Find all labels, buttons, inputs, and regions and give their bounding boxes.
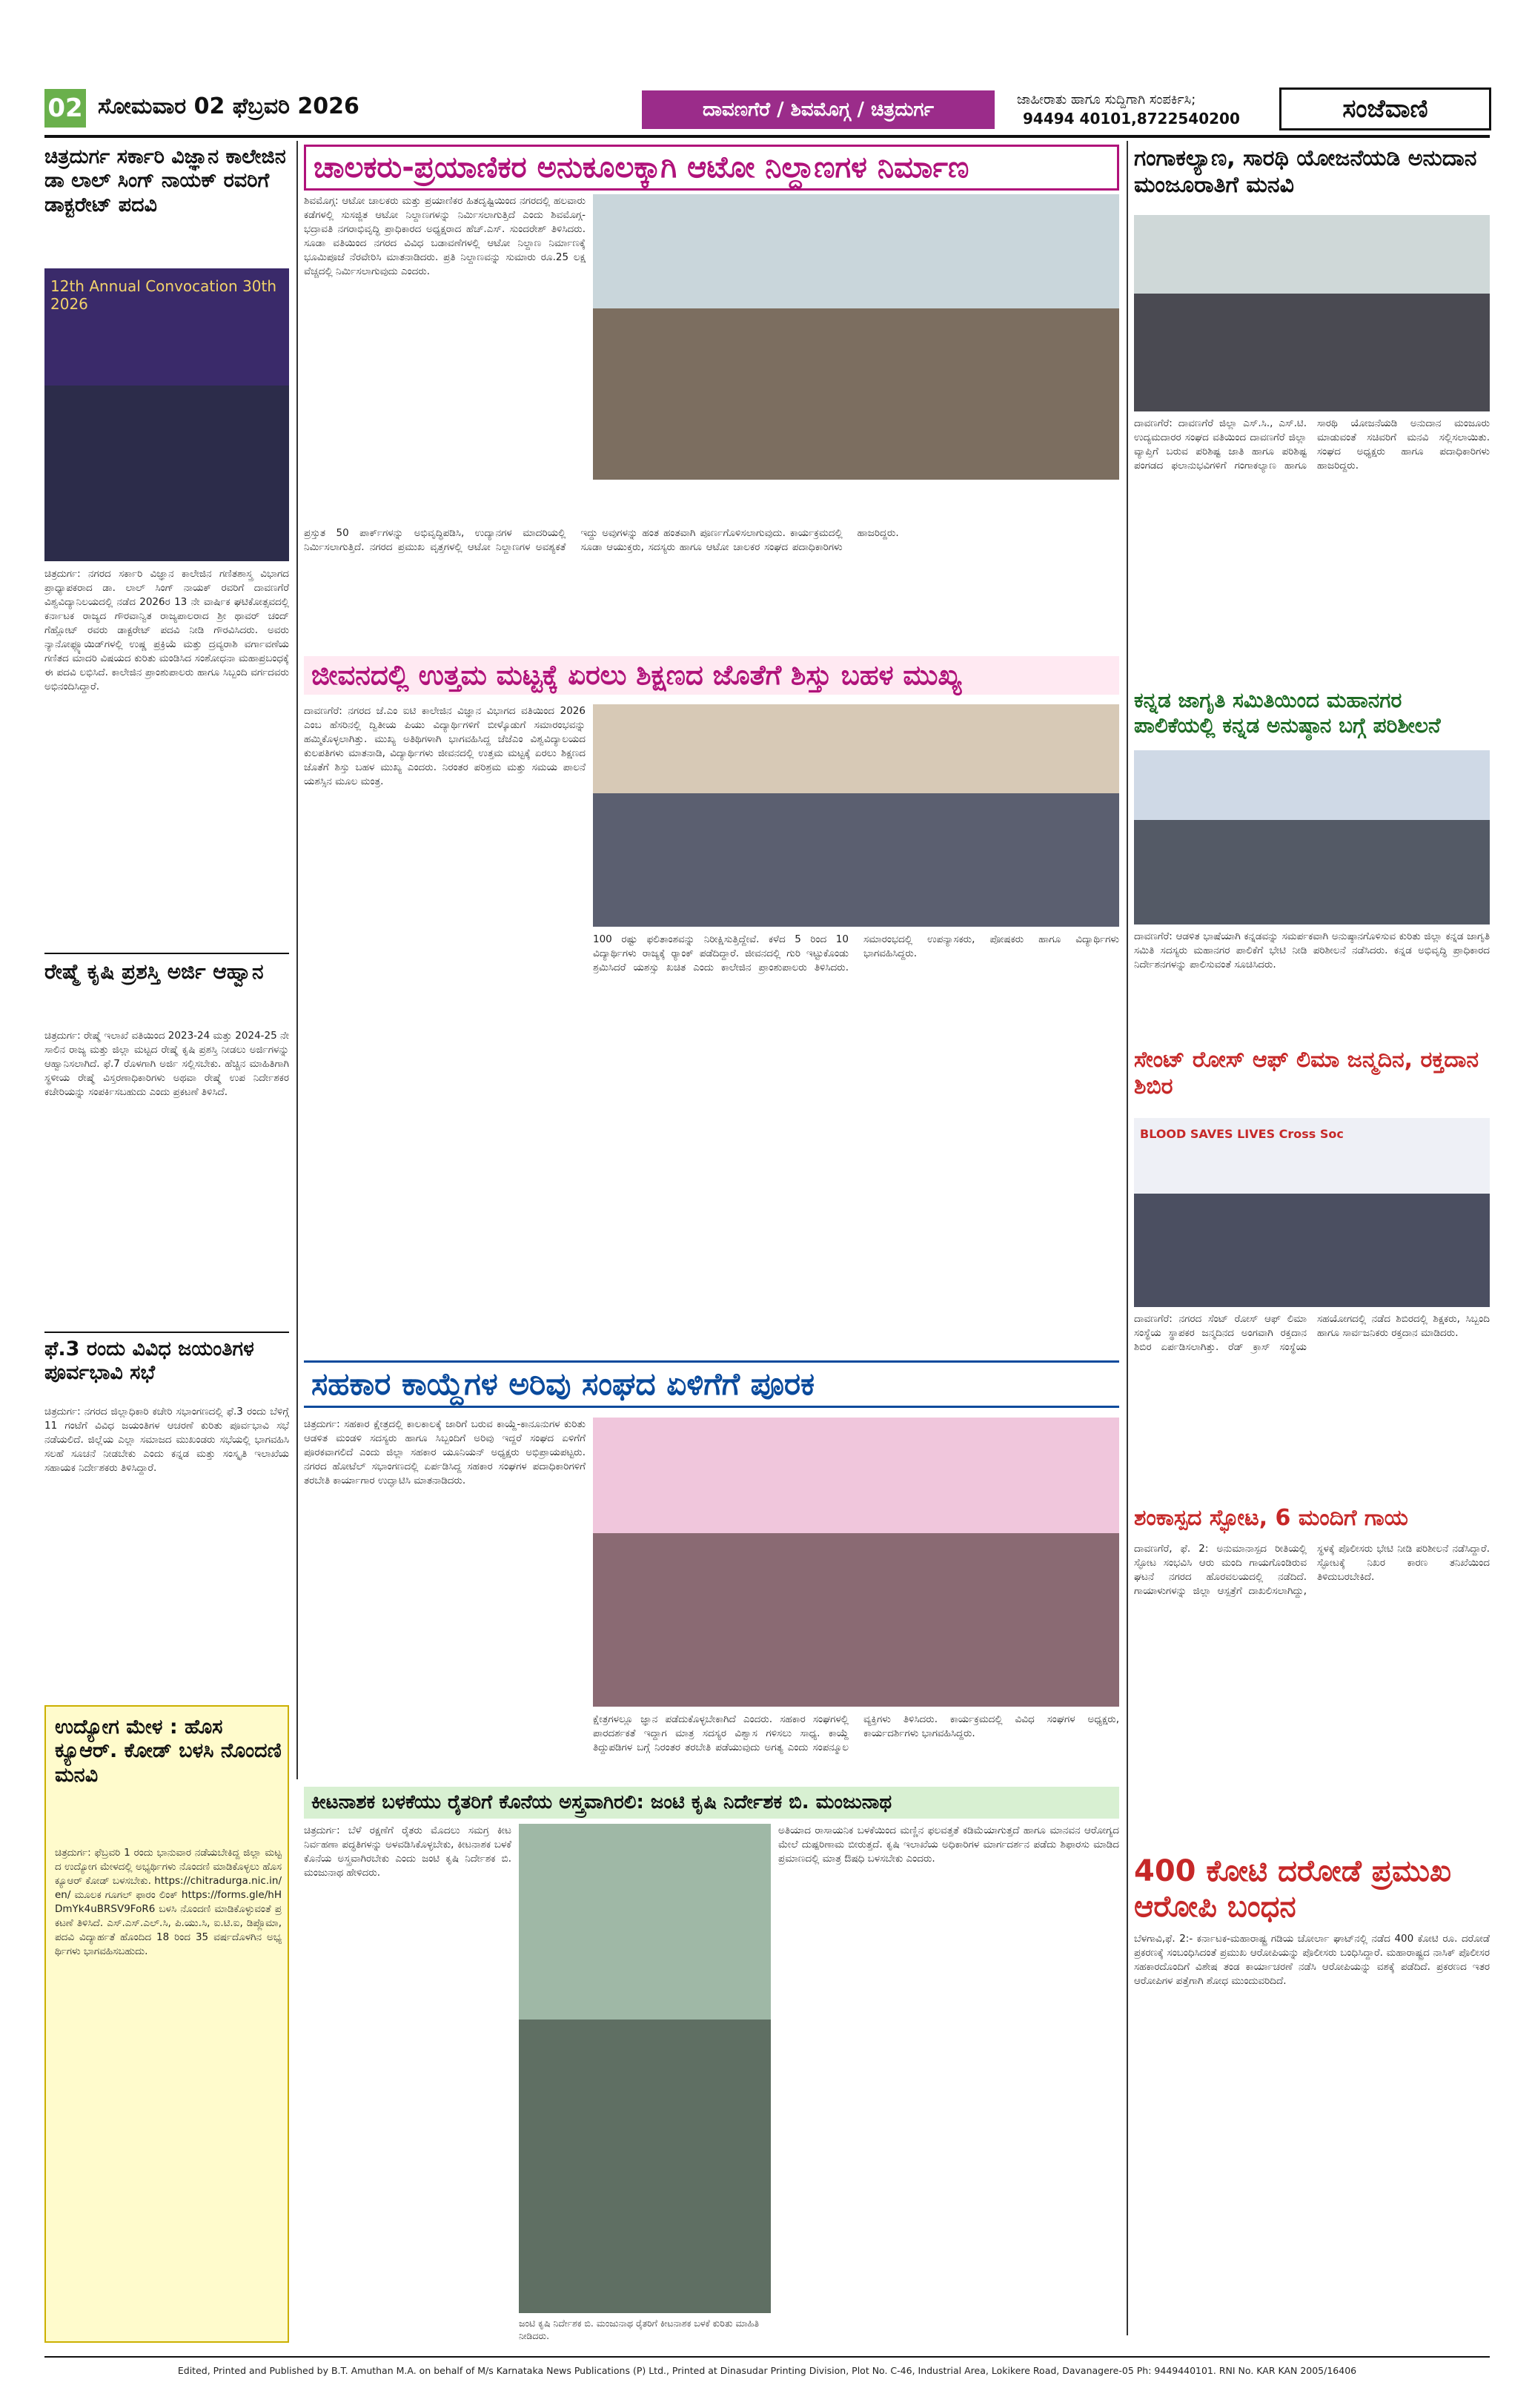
page-number: 02 xyxy=(44,89,86,128)
headline-doctorate: ಚಿತ್ರದುರ್ಗ ಸರ್ಕಾರಿ ವಿಜ್ಞಾನ ಕಾಲೇಜಿನ ಡಾ ಲಾಲ್ ಸಿಂಗ್ ನಾಯಕ್ ರವರಿಗೆ ಡಾಕ್ಟರೇಟ್ ಪದವಿ xyxy=(44,145,286,216)
story-divider xyxy=(44,953,289,954)
photo-discipline xyxy=(593,704,1119,927)
photo-blood-camp xyxy=(1134,1118,1490,1307)
footer-rule xyxy=(44,2356,1490,2358)
caption-pesticide: ಜಂಟಿ ಕೃಷಿ ನಿರ್ದೇಶಕ ಬಿ. ಮಂಜುನಾಥ ರೈತರಿಗೆ ಕೀಟನಾಶಕ ಬಳಕೆ ಕುರಿತು ಮಾಹಿತಿ ನೀಡಿದರು. xyxy=(519,2318,759,2341)
headline-silk-award: ರೇಷ್ಮೆ ಕೃಷಿ ಪ್ರಶಸ್ತಿ ಅರ್ಜಿ ಆಹ್ವಾನ xyxy=(44,959,264,984)
photo-blood-camp-banner: BLOOD SAVES LIVES Cross Soc xyxy=(1140,1127,1344,1141)
newspaper-logo: ಸಂಜೆವಾಣಿ xyxy=(1279,87,1491,130)
photo-cooperative xyxy=(593,1418,1119,1707)
photo-doctorate-text: 12th Annual Convocation 30th 2026 xyxy=(50,277,277,313)
headline-blood-camp: ಸೇಂಟ್ ರೋಸ್ ಆಫ್ ಲಿಮಾ ಜನ್ಮದಿನ, ರಕ್ತದಾನ ಶಿಬಿರ xyxy=(1134,1047,1479,1099)
body-blood-camp: ದಾವಣಗೆರೆ: ನಗರದ ಸೆಂಟ್ ರೋಸ್ ಆಫ್ ಲಿಮಾ ಸಂಸ್ಥೆಯ ಸ್ಥಾಪಕರ ಜನ್ಮದಿನದ ಅಂಗವಾಗಿ ರಕ್ತದಾನ ಶಿಬಿರ ಏರ್ಪಡಿಸಲಾಗಿತ್ತು. ರೆಡ್ ಕ್ರಾಸ್ ಸಂಸ್ಥೆಯ ಸಹಯೋಗದಲ್ಲಿ ನಡೆದ ಶಿಬಿರದಲ್ಲಿ ಶಿಕ್ಷಕರು, ಸಿಬ್ಬಂದಿ ಹಾಗೂ ಸಾರ್ವಜನಿಕರು ರಕ್ತದಾನ ಮಾಡಿದರು. xyxy=(1134,1313,1490,1353)
job-fair-box xyxy=(44,1705,289,2343)
body-kannada: ದಾವಣಗೆರೆ: ಆಡಳಿತ ಭಾಷೆಯಾಗಿ ಕನ್ನಡವನ್ನು ಸಮರ್ಪಕವಾಗಿ ಅನುಷ್ಠಾನಗೊಳಿಸುವ ಕುರಿತು ಜಿಲ್ಲಾ ಕನ್ನಡ ಜಾಗೃತಿ ಸಮಿತಿ ಸದಸ್ಯರು ಮಹಾನಗರ ಪಾಲಿಕೆಗೆ ಭೇಟಿ ನೀಡಿ ಪರಿಶೀಲನೆ ನಡೆಸಿದರು. ಕನ್ನಡ ಅಭಿವೃದ್ಧಿ ಪ್ರಾಧಿಕಾರದ ನಿರ್ದೇಶನಗಳನ್ನು ಪಾಲಿಸುವಂತೆ ಸೂಚಿಸಿದರು. xyxy=(1134,930,1490,970)
imprint-footer: Edited, Printed and Published by B.T. Amuthan M.A. on behalf of M/s Karnataka News Publications (P) Ltd., Printed at Dinasudar Printing Division, Plot No. C-46, Industrial Area, Lokikere Road, Davanagere-05 Ph: 9449440101. RNI No. KAR KAN 2005/16406 xyxy=(177,2365,1357,2376)
headline-explosion: ಶಂಕಾಸ್ಪದ ಸ್ಫೋಟ, 6 ಮಂದಿಗೆ ಗಾಯ xyxy=(1134,1505,1408,1531)
body-auto-stand-left: ಶಿವಮೊಗ್ಗ: ಆಟೋ ಚಾಲಕರು ಮತ್ತು ಪ್ರಯಾಣಿಕರ ಹಿತದೃಷ್ಟಿಯಿಂದ ನಗರದಲ್ಲಿ ಹಲವಾರು ಕಡೆಗಳಲ್ಲಿ ಸುಸಜ್ಜಿತ ಆಟೋ ನಿಲ್ದಾಣಗಳನ್ನು ನಿರ್ಮಿಸಲಾಗುತ್ತಿದೆ ಎಂದು ಶಿವಮೊಗ್ಗ-ಭದ್ರಾವತಿ ನಗರಾಭಿವೃದ್ಧಿ ಪ್ರಾಧಿಕಾರದ ಅಧ್ಯಕ್ಷರಾದ ಹೆಚ್.ಎಸ್. ಸುಂದರೇಶ್ ತಿಳಿಸಿದರು. ಸೂಡಾ ವತಿಯಿಂದ ನಗರದ ವಿವಿಧ ಬಡಾವಣೆಗಳಲ್ಲಿ ಆಟೋ ನಿಲ್ದಾಣ ನಿರ್ಮಾಣಕ್ಕೆ ಭೂಮಿಪೂಜೆ ನೆರವೇರಿಸಿ ಮಾತನಾಡಿದರು. ಪ್ರತಿ ನಿಲ್ದಾಣವನ್ನು ಸುಮಾರು ರೂ.25 ಲಕ್ಷ ವೆಚ್ಚದಲ್ಲಿ ನಿರ್ಮಿಸಲಾಗುವುದು ಎಂದರು. xyxy=(304,195,586,277)
body-doctorate: ಚಿತ್ರದುರ್ಗ: ನಗರದ ಸರ್ಕಾರಿ ವಿಜ್ಞಾನ ಕಾಲೇಜಿನ ಗಣಿತಶಾಸ್ತ್ರ ವಿಭಾಗದ ಪ್ರಾಧ್ಯಾಪಕರಾದ ಡಾ. ಲಾಲ್ ಸಿಂಗ್ ನಾಯಕ್ ರವರಿಗೆ ದಾವಣಗೆರೆ ವಿಶ್ವವಿದ್ಯಾನಿಲಯದಲ್ಲಿ ನಡೆದ 2026ರ 13 ನೇ ವಾರ್ಷಿಕ ಘಟಿಕೋತ್ಸವದಲ್ಲಿ ಕರ್ನಾಟಕ ರಾಜ್ಯದ ಗೌರವಾನ್ವಿತ ರಾಜ್ಯಪಾಲರಾದ ಶ್ರೀ ಥಾವರ್ ಚಂದ್ ಗೆಹ್ಲೋಟ್ ರವರು ಡಾಕ್ಟರೇಟ್ ಪದವಿ ನೀಡಿ ಗೌರವಿಸಿದರು. ಅವರು ನ್ಯಾನೋಫ್ಲ್ಯೂಯಿಡ್‌ಗಳಲ್ಲಿ ಉಷ್ಣ ಪ್ರಕ್ರಿಯೆ ಮತ್ತು ದ್ರವ್ಯರಾಶಿ ವರ್ಗಾವಣೆಯ ಗಣಿತದ ಮಾದರಿ ವಿಷಯದ ಕುರಿತು ಮಂಡಿಸಿದ ಸಂಶೋಧನಾ ಮಹಾಪ್ರಬಂಧಕ್ಕೆ ಈ ಪದವಿ ಲಭಿಸಿದೆ. ಕಾಲೇಜಿನ ಪ್ರಾಂಶುಪಾಲರು ಹಾಗೂ ಸಿಬ್ಬಂದಿ ವರ್ಗದವರು ಅಭಿನಂದಿಸಿದ್ದಾರೆ. xyxy=(44,568,289,692)
headline-cooperative: ಸಹಕಾರ ಕಾಯ್ದೆಗಳ ಅರಿವು ಸಂಘದ ಏಳಿಗೆಗೆ ಪೂರಕ xyxy=(304,1360,1119,1408)
body-discipline-left: ದಾವಣಗೆರೆ: ನಗರದ ಜೆ.ಎಂ ಐಟಿ ಕಾಲೇಜಿನ ವಿಜ್ಞಾನ ವಿಭಾಗದ ವತಿಯಿಂದ 2026 ಎಂಬ ಹೆಸರಿನಲ್ಲಿ ದ್ವಿತೀಯ ಪಿಯು ವಿದ್ಯಾರ್ಥಿಗಳಿಗೆ ಬೀಳ್ಕೊಡುಗೆ ಸಮಾರಂಭವನ್ನು ಹಮ್ಮಿಕೊಳ್ಳಲಾಗಿತ್ತು. ಮುಖ್ಯ ಅತಿಥಿಗಳಾಗಿ ಭಾಗವಹಿಸಿದ್ದ ಜೆಜೆಎಂ ವಿಶ್ವವಿದ್ಯಾಲಯದ ಕುಲಪತಿಗಳು ಮಾತನಾಡಿ, ವಿದ್ಯಾರ್ಥಿಗಳು ಜೀವನದಲ್ಲಿ ಉತ್ತಮ ಮಟ್ಟಕ್ಕೆ ಏರಲು ಶಿಕ್ಷಣದ ಜೊತೆಗೆ ಶಿಸ್ತು ಬಹಳ ಮುಖ್ಯ ಎಂದರು. ನಿರಂತರ ಪರಿಶ್ರಮ ಮತ್ತು ಸಮಯ ಪಾಲನೆ ಯಶಸ್ಸಿನ ಮೂಲ ಮಂತ್ರ. xyxy=(304,705,586,787)
body-cooperative-right: ಕ್ಷೇತ್ರಗಳಲ್ಲೂ ಜ್ಞಾನ ಪಡೆದುಕೊಳ್ಳಬೇಕಾಗಿದೆ ಎಂದರು. ಸಹಕಾರ ಸಂಘಗಳಲ್ಲಿ ಪಾರದರ್ಶಕತೆ ಇದ್ದಾಗ ಮಾತ್ರ ಸದಸ್ಯರ ವಿಶ್ವಾಸ ಗಳಿಸಲು ಸಾಧ್ಯ. ಕಾಯ್ದೆ ತಿದ್ದುಪಡಿಗಳ ಬಗ್ಗೆ ನಿರಂತರ ತರಬೇತಿ ಪಡೆಯುವುದು ಅಗತ್ಯ ಎಂದು ಸಂಪನ್ಮೂಲ ವ್ಯಕ್ತಿಗಳು ತಿಳಿಸಿದರು. ಕಾರ್ಯಕ್ರಮದಲ್ಲಿ ವಿವಿಧ ಸಂಘಗಳ ಅಧ್ಯಕ್ಷರು, ಕಾರ್ಯದರ್ಶಿಗಳು ಭಾಗವಹಿಸಿದ್ದರು. xyxy=(593,1713,1119,1753)
body-cooperative-left: ಚಿತ್ರದುರ್ಗ: ಸಹಕಾರ ಕ್ಷೇತ್ರದಲ್ಲಿ ಕಾಲಕಾಲಕ್ಕೆ ಜಾರಿಗೆ ಬರುವ ಕಾಯ್ದೆ-ಕಾನೂನುಗಳ ಕುರಿತು ಆಡಳಿತ ಮಂಡಳಿ ಸದಸ್ಯರು ಹಾಗೂ ಸಿಬ್ಬಂದಿಗೆ ಅರಿವು ಇದ್ದರೆ ಸಂಘದ ಏಳಿಗೆಗೆ ಪೂರಕವಾಗಲಿದೆ ಎಂದು ಜಿಲ್ಲಾ ಸಹಕಾರ ಯೂನಿಯನ್ ಅಧ್ಯಕ್ಷರು ಅಭಿಪ್ರಾಯಪಟ್ಟರು. ನಗರದ ಹೋಟೆಲ್ ಸಭಾಂಗಣದಲ್ಲಿ ಏರ್ಪಡಿಸಿದ್ದ ಸಹಕಾರ ಸಂಘಗಳ ಪದಾಧಿಕಾರಿಗಳಿಗೆ ತರಬೇತಿ ಕಾರ್ಯಾಗಾರ ಉದ್ಘಾಟಿಸಿ ಮಾತನಾಡಿದರು. xyxy=(304,1418,586,1486)
headline-jayanti: ಫೆ.3 ರಂದು ವಿವಿಧ ಜಯಂತಿಗಳ ಪೂರ್ವಭಾವಿ ಸಭೆ xyxy=(44,1337,254,1385)
headline-discipline: ಜೀವನದಲ್ಲಿ ಉತ್ತಮ ಮಟ್ಟಕ್ಕೆ ಏರಲು ಶಿಕ್ಷಣದ ಜೊತೆಗೆ ಶಿಸ್ತು ಬಹಳ ಮುಖ್ಯ xyxy=(304,656,1119,695)
story-divider xyxy=(44,1332,289,1333)
column-divider xyxy=(296,141,298,1779)
photo-kannada xyxy=(1134,750,1490,924)
photo-auto-stand xyxy=(593,194,1119,480)
photo-doctorate xyxy=(44,268,289,561)
headline-pesticide: ಕೀಟನಾಶಕ ಬಳಕೆಯು ರೈತರಿಗೆ ಕೊನೆಯ ಅಸ್ತ್ರವಾಗಿರಲಿ: ಜಂಟಿ ಕೃಷಿ ನಿರ್ದೇಶಕ ಬಿ. ಮಂಜುನಾಥ xyxy=(304,1787,1119,1819)
body-jayanti: ಚಿತ್ರದುರ್ಗ: ನಗರದ ಜಿಲ್ಲಾಧಿಕಾರಿ ಕಚೇರಿ ಸಭಾಂಗಣದಲ್ಲಿ ಫೆ.3 ರಂದು ಬೆಳಿಗ್ಗೆ 11 ಗಂಟೆಗೆ ವಿವಿಧ ಜಯಂತಿಗಳ ಆಚರಣೆ ಕುರಿತು ಪೂರ್ವಭಾವಿ ಸಭೆ ನಡೆಯಲಿದೆ. ಜಿಲ್ಲೆಯ ಎಲ್ಲಾ ಸಮಾಜದ ಮುಖಂಡರು ಸಭೆಯಲ್ಲಿ ಭಾಗವಹಿಸಿ ಸಲಹೆ ಸೂಚನೆ ನೀಡಬೇಕು ಎಂದು ಕನ್ನಡ ಮತ್ತು ಸಂಸ್ಕೃತಿ ಇಲಾಖೆಯ ಸಹಾಯಕ ನಿರ್ದೇಶಕರು ತಿಳಿಸಿದ್ದಾರೆ. xyxy=(44,1406,289,1474)
body-silk-award: ಚಿತ್ರದುರ್ಗ: ರೇಷ್ಮೆ ಇಲಾಖೆ ವತಿಯಿಂದ 2023-24 ಮತ್ತು 2024-25 ನೇ ಸಾಲಿನ ರಾಜ್ಯ ಮತ್ತು ಜಿಲ್ಲಾ ಮಟ್ಟದ ರೇಷ್ಮೆ ಕೃಷಿ ಪ್ರಶಸ್ತಿ ನೀಡಲು ಅರ್ಜಿಗಳನ್ನು ಆಹ್ವಾನಿಸಲಾಗಿದೆ. ಫೆ.7 ರೊಳಗಾಗಿ ಅರ್ಜಿ ಸಲ್ಲಿಸಬೇಕು. ಹೆಚ್ಚಿನ ಮಾಹಿತಿಗಾಗಿ ಸ್ಥಳೀಯ ರೇಷ್ಮೆ ವಿಸ್ತರಣಾಧಿಕಾರಿಗಳು ಅಥವಾ ರೇಷ್ಮೆ ಉಪ ನಿರ್ದೇಶಕರ ಕಚೇರಿಯನ್ನು ಸಂಪರ್ಕಿಸಬಹುದು ಎಂದು ಪ್ರಕಟಣೆ ತಿಳಿಸಿದೆ. xyxy=(44,1030,289,1098)
ad-contact-phone: 94494 40101,8722540200 xyxy=(1023,110,1240,128)
headline-auto-stand: ಚಾಲಕರು-ಪ್ರಯಾಣಿಕರ ಅನುಕೂಲಕ್ಕಾಗಿ ಆಟೋ ನಿಲ್ದಾಣಗಳ ನಿರ್ಮಾಣ xyxy=(304,145,1119,191)
body-ganga-kalyana: ದಾವಣಗೆರೆ: ದಾವಣಗೆರೆ ಜಿಲ್ಲಾ ಎಸ್.ಸಿ., ಎಸ್.ಟಿ. ಉದ್ಯಮದಾರರ ಸಂಘದ ವತಿಯಿಂದ ದಾವಣಗೆರೆ ಜಿಲ್ಲಾ ವ್ಯಾಪ್ತಿಗೆ ಬರುವ ಪರಿಶಿಷ್ಟ ಜಾತಿ ಹಾಗೂ ಪರಿಶಿಷ್ಟ ಪಂಗಡದ ಫಲಾನುಭವಿಗಳಿಗೆ ಗಂಗಾಕಲ್ಯಾಣ ಹಾಗೂ ಸಾರಥಿ ಯೋಜನೆಯಡಿ ಅನುದಾನ ಮಂಜೂರು ಮಾಡುವಂತೆ ಸಚಿವರಿಗೆ ಮನವಿ ಸಲ್ಲಿಸಲಾಯಿತು. ಸಂಘದ ಅಧ್ಯಕ್ಷರು ಹಾಗೂ ಪದಾಧಿಕಾರಿಗಳು ಹಾಜರಿದ್ದರು. xyxy=(1134,417,1490,472)
body-discipline-right: 100 ರಷ್ಟು ಫಲಿತಾಂಶವನ್ನು ನಿರೀಕ್ಷಿಸುತ್ತಿದ್ದೇವೆ. ಕಳೆದ 5 ರಿಂದ 10 ವಿದ್ಯಾರ್ಥಿಗಳು ರಾಜ್ಯಕ್ಕೆ ರ್‍ಯಾಂಕ್ ಪಡೆದಿದ್ದಾರೆ. ಜೀವನದಲ್ಲಿ ಗುರಿ ಇಟ್ಟುಕೊಂಡು ಶ್ರಮಿಸಿದರೆ ಯಶಸ್ಸು ಖಚಿತ ಎಂದು ಕಾಲೇಜಿನ ಪ್ರಾಂಶುಪಾಲರು ತಿಳಿಸಿದರು. ಸಮಾರಂಭದಲ್ಲಿ ಉಪನ್ಯಾಸಕರು, ಪೋಷಕರು ಹಾಗೂ ವಿದ್ಯಾರ್ಥಿಗಳು ಭಾಗವಹಿಸಿದ್ದರು. xyxy=(593,933,1119,973)
photo-ganga-kalyana xyxy=(1134,215,1490,411)
masthead-rule xyxy=(44,135,1490,138)
body-pesticide-right: ಅತಿಯಾದ ರಾಸಾಯನಿಕ ಬಳಕೆಯಿಂದ ಮಣ್ಣಿನ ಫಲವತ್ತತೆ ಕಡಿಮೆಯಾಗುತ್ತದೆ ಹಾಗೂ ಮಾನವನ ಆರೋಗ್ಯದ ಮೇಲೆ ದುಷ್ಪರಿಣಾಮ ಬೀರುತ್ತದೆ. ಕೃಷಿ ಇಲಾಖೆಯ ಅಧಿಕಾರಿಗಳ ಮಾರ್ಗದರ್ಶನ ಪಡೆದು ಶಿಫಾರಸು ಮಾಡಿದ ಪ್ರಮಾಣದಲ್ಲಿ ಮಾತ್ರ ಔಷಧಿ ಬಳಸಬೇಕು ಎಂದರು. xyxy=(778,1825,1119,1865)
column-divider xyxy=(1127,141,1128,2335)
body-robbery: ಬೆಳಗಾವಿ,ಫೆ. 2:- ಕರ್ನಾಟಕ-ಮಹಾರಾಷ್ಟ್ರ ಗಡಿಯ ಚೋರ್ಲಾ ಘಾಟ್‌ನಲ್ಲಿ ನಡೆದ 400 ಕೋಟಿ ರೂ. ದರೋಡೆ ಪ್ರಕರಣಕ್ಕೆ ಸಂಬಂಧಿಸಿದಂತೆ ಪ್ರಮುಖ ಆರೋಪಿಯನ್ನು ಪೊಲೀಸರು ಬಂಧಿಸಿದ್ದಾರೆ. ಮಹಾರಾಷ್ಟ್ರದ ನಾಸಿಕ್ ಪೊಲೀಸರ ಸಹಕಾರದೊಂದಿಗೆ ವಿಶೇಷ ತಂಡ ಕಾರ್ಯಾಚರಣೆ ನಡೆಸಿ ಆರೋಪಿಯನ್ನು ವಶಕ್ಕೆ ಪಡೆದಿದೆ. ಪ್ರಕರಣದ ಇತರ ಆರೋಪಿಗಳ ಪತ್ತೆಗಾಗಿ ಶೋಧ ಮುಂದುವರಿದಿದೆ. xyxy=(1134,1933,1490,1987)
headline-ganga-kalyana: ಗಂಗಾಕಲ್ಯಾಣ, ಸಾರಥಿ ಯೋಜನೆಯಡಿ ಅನುದಾನ ಮಂಜೂರಾತಿಗೆ ಮನವಿ xyxy=(1134,145,1477,198)
section-tag: ದಾವಣಗೆರೆ / ಶಿವಮೊಗ್ಗ / ಚಿತ್ರದುರ್ಗ xyxy=(642,90,995,129)
headline-job-fair: ಉದ್ಯೋಗ ಮೇಳ : ಹೊಸ ಕ್ಯೂಆರ್. ಕೋಡ್ ಬಳಸಿ ನೊಂದಣಿ ಮನವಿ xyxy=(55,1716,282,1787)
body-explosion: ದಾವಣಗೆರೆ, ಫೆ. 2: ಅನುಮಾನಾಸ್ಪದ ರೀತಿಯಲ್ಲಿ ಸ್ಫೋಟ ಸಂಭವಿಸಿ ಆರು ಮಂದಿ ಗಾಯಗೊಂಡಿರುವ ಘಟನೆ ನಗರದ ಹೊರವಲಯದಲ್ಲಿ ನಡೆದಿದೆ. ಗಾಯಾಳುಗಳನ್ನು ಜಿಲ್ಲಾ ಆಸ್ಪತ್ರೆಗೆ ದಾಖಲಿಸಲಾಗಿದ್ದು, ಸ್ಥಳಕ್ಕೆ ಪೊಲೀಸರು ಭೇಟಿ ನೀಡಿ ಪರಿಶೀಲನೆ ನಡೆಸಿದ್ದಾರೆ. ಸ್ಫೋಟಕ್ಕೆ ನಿಖರ ಕಾರಣ ತನಿಖೆಯಿಂದ ತಿಳಿದುಬರಬೇಕಿದೆ. xyxy=(1134,1543,1490,1597)
date: ಸೋಮವಾರ 02 ಫೆಬ್ರವರಿ 2026 xyxy=(98,93,359,119)
ad-contact-label: ಜಾಹೀರಾತು ಹಾಗೂ ಸುದ್ದಿಗಾಗಿ ಸಂಪರ್ಕಿಸಿ; xyxy=(1017,92,1196,108)
body-job-fair: ಚಿತ್ರದುರ್ಗ: ಫೆಬ್ರವರಿ 1 ರಂದು ಭಾನುವಾರ ನಡೆಯಬೇಕಿದ್ದ ಜಿಲ್ಲಾ ಮಟ್ಟದ ಉದ್ಯೋಗ ಮೇಳದಲ್ಲಿ ಅಭ್ಯರ್ಥಿಗಳು ನೊಂದಣಿ ಮಾಡಿಕೊಳ್ಳಲು ಹೊಸ ಕ್ಯೂಆರ್ ಕೋಡ್ ಬಳಸಬೇಕು. https://chitradurga.nic.in/en/ ಮೂಲಕ ಗೂಗಲ್ ಫಾರಂ ಲಿಂಕ್ https://forms.gle/hHDmYk4uBRSV9FoR6 ಬಳಸಿ ನೊಂದಣಿ ಮಾಡಿಕೊಳ್ಳುವಂತೆ ಪ್ರಕಟಣೆ ತಿಳಿಸಿದೆ. ಎಸ್.ಎಸ್.ಎಲ್.ಸಿ, ಪಿ.ಯು.ಸಿ, ಐ.ಟಿ.ಐ, ಡಿಪ್ಲೊಮಾ, ಪದವಿ ವಿದ್ಯಾರ್ಹತೆ ಹೊಂದಿದ 18 ರಿಂದ 35 ವರ್ಷದೊಳಗಿನ ಅಭ್ಯರ್ಥಿಗಳು ಭಾಗವಹಿಸಬಹುದು. xyxy=(55,1847,282,1957)
photo-pesticide xyxy=(519,1824,771,2313)
headline-robbery: 400 ಕೋಟಿ ದರೋಡೆ ಪ್ರಮುಖ ಆರೋಪಿ ಬಂಧನ xyxy=(1134,1854,1452,1924)
body-pesticide-left: ಚಿತ್ರದುರ್ಗ: ಬೆಳೆ ರಕ್ಷಣೆಗೆ ರೈತರು ಮೊದಲು ಸಮಗ್ರ ಕೀಟ ನಿರ್ವಹಣಾ ಪದ್ಧತಿಗಳನ್ನು ಅಳವಡಿಸಿಕೊಳ್ಳಬೇಕು, ಕೀಟನಾಶಕ ಬಳಕೆ ಕೊನೆಯ ಅಸ್ತ್ರವಾಗಿರಬೇಕು ಎಂದು ಜಂಟಿ ಕೃಷಿ ನಿರ್ದೇಶಕ ಬಿ. ಮಂಜುನಾಥ ಹೇಳಿದರು. xyxy=(304,1825,511,1879)
body-auto-stand-right: ಪ್ರಸ್ತುತ 50 ಪಾರ್ಕ್‌ಗಳನ್ನು ಅಭಿವೃದ್ಧಿಪಡಿಸಿ, ಉದ್ಯಾನಗಳ ಮಾದರಿಯಲ್ಲಿ ನಿರ್ಮಿಸಲಾಗುತ್ತಿದೆ. ನಗರದ ಪ್ರಮುಖ ವೃತ್ತಗಳಲ್ಲಿ ಆಟೋ ನಿಲ್ದಾಣಗಳ ಅವಶ್ಯಕತೆ ಇದ್ದು ಅವುಗಳನ್ನು ಹಂತ ಹಂತವಾಗಿ ಪೂರ್ಣಗೊಳಿಸಲಾಗುವುದು. ಕಾರ್ಯಕ್ರಮದಲ್ಲಿ ಸೂಡಾ ಆಯುಕ್ತರು, ಸದಸ್ಯರು ಹಾಗೂ ಆಟೋ ಚಾಲಕರ ಸಂಘದ ಪದಾಧಿಕಾರಿಗಳು ಹಾಜರಿದ್ದರು. xyxy=(304,527,899,553)
headline-kannada: ಕನ್ನಡ ಜಾಗೃತಿ ಸಮಿತಿಯಿಂದ ಮಹಾನಗರ ಪಾಲಿಕೆಯಲ್ಲಿ ಕನ್ನಡ ಅನುಷ್ಠಾನ ಬಗ್ಗೆ ಪರಿಶೀಲನೆ xyxy=(1134,688,1441,738)
